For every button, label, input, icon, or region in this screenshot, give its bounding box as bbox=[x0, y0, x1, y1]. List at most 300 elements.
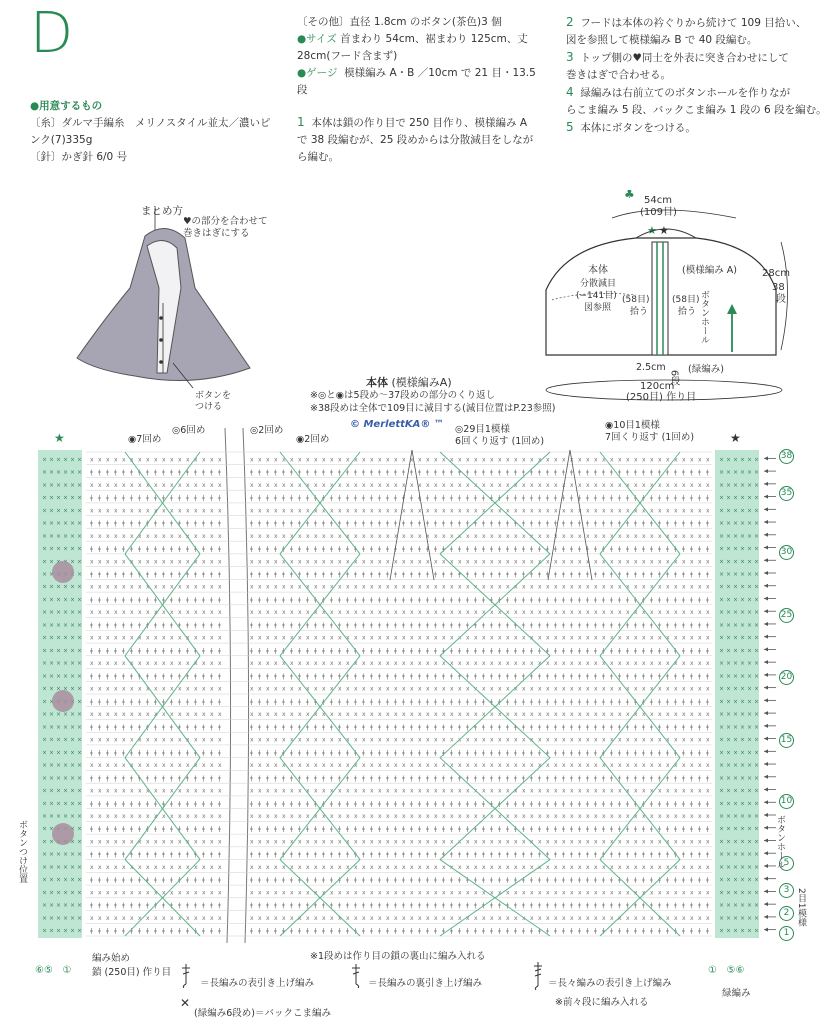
stitch-mark: ǂ bbox=[354, 647, 357, 654]
border-stitch: × bbox=[77, 864, 82, 871]
stitch-mark: ⅹ bbox=[250, 507, 254, 514]
stitch-mark: ǂ bbox=[458, 902, 461, 909]
stitch-mark: ǂ bbox=[178, 851, 181, 858]
stitch-mark: ⅹ bbox=[698, 737, 702, 744]
stitch-mark: ⅹ bbox=[386, 864, 390, 871]
border-stitch: × bbox=[726, 660, 731, 667]
stitch-mark: ǂ bbox=[146, 495, 149, 502]
stitch-mark: ǂ bbox=[122, 800, 125, 807]
stitch-mark: ⅹ bbox=[506, 584, 510, 591]
stitch-mark: ⅹ bbox=[682, 737, 686, 744]
stitch-mark: ⅹ bbox=[610, 864, 614, 871]
height-rows-2: 段 bbox=[776, 293, 786, 305]
stitch-mark: ⅹ bbox=[610, 507, 614, 514]
stitch-mark: ǂ bbox=[114, 673, 117, 680]
stitch-mark: ⅹ bbox=[522, 686, 526, 693]
stitch-mark: ǂ bbox=[450, 622, 453, 629]
stitch-mark: ǂ bbox=[282, 800, 285, 807]
border-stitch: × bbox=[77, 724, 82, 731]
stitch-mark: ǂ bbox=[266, 826, 269, 833]
stitch-mark: ⅹ bbox=[410, 635, 414, 642]
stitch-mark: ǂ bbox=[450, 596, 453, 603]
stitch-mark: ǂ bbox=[522, 673, 525, 680]
stitch-mark: ǂ bbox=[578, 928, 581, 935]
stitch-mark: ⅹ bbox=[506, 635, 510, 642]
stitch-mark: ǂ bbox=[410, 826, 413, 833]
stitch-mark: ǂ bbox=[506, 571, 509, 578]
stitch-mark: ǂ bbox=[106, 928, 109, 935]
stitch-mark: ⅹ bbox=[298, 660, 302, 667]
stitch-mark: ǂ bbox=[530, 749, 533, 756]
stitch-mark: ǂ bbox=[290, 902, 293, 909]
stitch-mark: ⅹ bbox=[530, 737, 534, 744]
stitch-mark: ǂ bbox=[658, 647, 661, 654]
stitch-mark: ⅹ bbox=[290, 788, 294, 795]
step-line: フードは本体の衿ぐりから続けて 109 目拾い、 bbox=[580, 17, 806, 29]
stitch-mark: ǂ bbox=[410, 673, 413, 680]
stitch-mark: ǂ bbox=[154, 596, 157, 603]
stitch-mark: ⅹ bbox=[186, 737, 190, 744]
stitch-mark: ⅹ bbox=[466, 788, 470, 795]
stitch-mark: ǂ bbox=[426, 673, 429, 680]
stitch-mark: ǂ bbox=[498, 647, 501, 654]
stitch-mark: ǂ bbox=[378, 546, 381, 553]
stitch-mark: ⅹ bbox=[506, 660, 510, 667]
stitch-mark: ⅹ bbox=[682, 915, 686, 922]
label-2nd-a: ◎2回め bbox=[250, 422, 283, 439]
stitch-mark: ǂ bbox=[522, 520, 525, 527]
stitch-mark: ⅹ bbox=[346, 533, 350, 540]
border-stitch: × bbox=[733, 864, 738, 871]
stitch-mark: ǂ bbox=[554, 622, 557, 629]
stitch-mark: ǂ bbox=[522, 495, 525, 502]
stitch-mark: ⅹ bbox=[346, 737, 350, 744]
stitch-mark: ǂ bbox=[314, 928, 317, 935]
stitch-mark: ǂ bbox=[650, 902, 653, 909]
button-note-2: つける bbox=[195, 401, 222, 412]
stitch-mark: ⅹ bbox=[538, 635, 542, 642]
border-stitch: × bbox=[726, 507, 731, 514]
stitch-mark: ǂ bbox=[154, 673, 157, 680]
border-stitch: × bbox=[726, 877, 731, 884]
stitch-mark: ⅹ bbox=[90, 507, 94, 514]
border-stitch: × bbox=[70, 660, 75, 667]
stitch-mark: ǂ bbox=[610, 546, 613, 553]
stitch-mark: ⅹ bbox=[250, 915, 254, 922]
border-stitch: × bbox=[740, 584, 745, 591]
stitch-mark: ⅹ bbox=[650, 482, 654, 489]
border-stitch: × bbox=[42, 482, 47, 489]
stitch-mark: ⅹ bbox=[378, 864, 382, 871]
stitch-mark: ⅹ bbox=[178, 609, 182, 616]
border-stitch: × bbox=[42, 788, 47, 795]
stitch-mark: ⅹ bbox=[266, 558, 270, 565]
stitch-mark: ⅹ bbox=[498, 813, 502, 820]
stitch-mark: ǂ bbox=[274, 928, 277, 935]
stitch-mark: ǂ bbox=[586, 495, 589, 502]
stitch-mark: ⅹ bbox=[706, 660, 710, 667]
stitch-mark: ǂ bbox=[170, 877, 173, 884]
stitch-mark: ǂ bbox=[194, 495, 197, 502]
stitch-mark: ǂ bbox=[210, 495, 213, 502]
stitch-mark: ǂ bbox=[546, 596, 549, 603]
row-arrow-head bbox=[764, 609, 768, 613]
stitch-mark: ⅹ bbox=[202, 737, 206, 744]
stitch-mark: ⅹ bbox=[578, 889, 582, 896]
stitch-mark: ǂ bbox=[170, 749, 173, 756]
stitch-mark: ⅹ bbox=[394, 864, 398, 871]
stitch-mark: ⅹ bbox=[122, 507, 126, 514]
stitch-mark: ⅹ bbox=[450, 533, 454, 540]
stitch-mark: ⅹ bbox=[570, 558, 574, 565]
stitch-mark: ⅹ bbox=[122, 915, 126, 922]
stitch-mark: ⅹ bbox=[562, 660, 566, 667]
stitch-mark: ⅹ bbox=[490, 482, 494, 489]
stitch-mark: ǂ bbox=[546, 469, 549, 476]
stitch-mark: ǂ bbox=[626, 673, 629, 680]
stitch-mark: ǂ bbox=[418, 902, 421, 909]
stitch-mark: ǂ bbox=[178, 902, 181, 909]
stitch-mark: ǂ bbox=[578, 622, 581, 629]
stitch-mark: ⅹ bbox=[514, 558, 518, 565]
stitch-mark: ǂ bbox=[666, 622, 669, 629]
stitch-mark: ⅹ bbox=[274, 711, 278, 718]
stitch-mark: ⅹ bbox=[546, 762, 550, 769]
stitch-mark: ǂ bbox=[426, 928, 429, 935]
stitch-mark: ǂ bbox=[362, 647, 365, 654]
border-stitch: × bbox=[77, 495, 82, 502]
stitch-mark: ǂ bbox=[706, 826, 709, 833]
stitch-mark: ⅹ bbox=[146, 507, 150, 514]
stitch-mark: ǂ bbox=[514, 647, 517, 654]
stitch-mark: ǂ bbox=[186, 673, 189, 680]
border-stitch: × bbox=[740, 596, 745, 603]
stitch-mark: ǂ bbox=[634, 877, 637, 884]
stitch-mark: ⅹ bbox=[618, 889, 622, 896]
stitch-mark: ⅹ bbox=[330, 737, 334, 744]
stitch-mark: ǂ bbox=[282, 724, 285, 731]
stitch-mark: ⅹ bbox=[386, 762, 390, 769]
stitch-mark: ⅹ bbox=[666, 609, 670, 616]
stitch-mark: ⅹ bbox=[530, 660, 534, 667]
stitch-mark: ⅹ bbox=[330, 609, 334, 616]
stitch-mark: ǂ bbox=[282, 596, 285, 603]
border-stitch: × bbox=[56, 902, 61, 909]
stitch-mark: ǂ bbox=[666, 520, 669, 527]
stitch-mark: ǂ bbox=[122, 749, 125, 756]
stitch-mark: ⅹ bbox=[418, 635, 422, 642]
stitch-mark: ǂ bbox=[466, 724, 469, 731]
stitch-mark: ǂ bbox=[210, 469, 213, 476]
stitch-mark: ǂ bbox=[258, 647, 261, 654]
border-stitch: × bbox=[56, 622, 61, 629]
stitch-mark: ǂ bbox=[314, 596, 317, 603]
stitch-mark: ǂ bbox=[258, 826, 261, 833]
stitch-mark: ǂ bbox=[426, 826, 429, 833]
stitch-mark: ǂ bbox=[330, 800, 333, 807]
stitch-mark: ⅹ bbox=[458, 838, 462, 845]
stitch-mark: ǂ bbox=[482, 698, 485, 705]
stitch-mark: ǂ bbox=[682, 673, 685, 680]
stitch-mark: ǂ bbox=[194, 647, 197, 654]
border-stitch: × bbox=[63, 711, 68, 718]
stitch-mark: ⅹ bbox=[314, 635, 318, 642]
stitch-mark: ǂ bbox=[578, 520, 581, 527]
stitch-mark: ⅹ bbox=[618, 482, 622, 489]
stitch-mark: ⅹ bbox=[378, 635, 382, 642]
stitch-mark: ⅹ bbox=[522, 584, 526, 591]
stitch-mark: ⅹ bbox=[170, 737, 174, 744]
stitch-mark: ⅹ bbox=[426, 762, 430, 769]
stitch-mark: ⅹ bbox=[570, 584, 574, 591]
stitch-mark: ǂ bbox=[122, 724, 125, 731]
stitch-mark: ǂ bbox=[162, 775, 165, 782]
stitch-mark: ǂ bbox=[498, 495, 501, 502]
size-label: ●サイズ bbox=[297, 33, 337, 45]
stitch-mark: ǂ bbox=[674, 775, 677, 782]
stitch-mark: ǂ bbox=[482, 520, 485, 527]
stitch-mark: ǂ bbox=[386, 495, 389, 502]
stitch-mark: ⅹ bbox=[202, 864, 206, 871]
stitch-mark: ǂ bbox=[394, 647, 397, 654]
stitch-mark: ⅹ bbox=[370, 788, 374, 795]
stitch-mark: ǂ bbox=[682, 495, 685, 502]
stitch-mark: ⅹ bbox=[146, 558, 150, 565]
stitch-mark: ⅹ bbox=[442, 533, 446, 540]
row-arrow-head bbox=[764, 482, 768, 486]
stitch-mark: ⅹ bbox=[554, 711, 558, 718]
border-stitch: × bbox=[77, 788, 82, 795]
stitch-mark: ⅹ bbox=[530, 788, 534, 795]
stitch-mark: ⅹ bbox=[650, 813, 654, 820]
stitch-mark: ⅹ bbox=[450, 813, 454, 820]
stitch-mark: ǂ bbox=[330, 724, 333, 731]
stitch-mark: ⅹ bbox=[162, 584, 166, 591]
stitch-mark: ⅹ bbox=[178, 864, 182, 871]
stitch-mark: ⅹ bbox=[426, 456, 430, 463]
stitch-mark: ⅹ bbox=[514, 482, 518, 489]
border-stitch: × bbox=[754, 686, 759, 693]
stitch-mark: ⅹ bbox=[282, 788, 286, 795]
stitch-mark: ǂ bbox=[506, 673, 509, 680]
stitch-mark: ǂ bbox=[114, 495, 117, 502]
stitch-mark: ⅹ bbox=[706, 686, 710, 693]
stitch-mark: ⅹ bbox=[298, 609, 302, 616]
stitch-mark: ǂ bbox=[618, 596, 621, 603]
border-stitch: × bbox=[70, 889, 75, 896]
stitch-mark: ⅹ bbox=[570, 635, 574, 642]
border-stitch: × bbox=[754, 698, 759, 705]
stitch-mark: ⅹ bbox=[218, 762, 222, 769]
border-stitch: × bbox=[726, 495, 731, 502]
stitch-mark: ⅹ bbox=[418, 558, 422, 565]
stitch-mark: ǂ bbox=[538, 851, 541, 858]
stitch-mark: ǂ bbox=[450, 800, 453, 807]
stitch-mark: ⅹ bbox=[250, 584, 254, 591]
stitch-mark: ǂ bbox=[570, 546, 573, 553]
stitch-mark: ⅹ bbox=[282, 456, 286, 463]
stitch-mark: ǂ bbox=[154, 749, 157, 756]
stitch-mark: ǂ bbox=[178, 724, 181, 731]
stitch-mark: ⅹ bbox=[450, 838, 454, 845]
border-stitch: × bbox=[754, 813, 759, 820]
stitch-mark: ⅹ bbox=[602, 635, 606, 642]
stitch-mark: ǂ bbox=[554, 520, 557, 527]
stitch-mark: ⅹ bbox=[666, 864, 670, 871]
num-6: ⑥ bbox=[735, 965, 744, 976]
stitch-mark: ǂ bbox=[682, 571, 685, 578]
stitch-mark: ǂ bbox=[202, 469, 205, 476]
stitch-mark: ǂ bbox=[498, 851, 501, 858]
border-stitch: × bbox=[733, 838, 738, 845]
stitch-mark: ⅹ bbox=[634, 609, 638, 616]
stitch-mark: ǂ bbox=[434, 647, 437, 654]
stitch-mark: ⅹ bbox=[634, 711, 638, 718]
stitch-mark: ǂ bbox=[282, 469, 285, 476]
stitch-mark: ⅹ bbox=[402, 558, 406, 565]
stitch-mark: ǂ bbox=[690, 902, 693, 909]
stitch-mark: ǂ bbox=[650, 749, 653, 756]
border-stitch: × bbox=[754, 584, 759, 591]
stitch-mark: ǂ bbox=[386, 647, 389, 654]
stitch-mark: ⅹ bbox=[362, 788, 366, 795]
stitch-mark: ǂ bbox=[570, 902, 573, 909]
stitch-mark: ǂ bbox=[506, 775, 509, 782]
stitch-mark: ⅹ bbox=[346, 838, 350, 845]
stitch-mark: ǂ bbox=[250, 546, 253, 553]
stitch-mark: ⅹ bbox=[698, 660, 702, 667]
stitch-mark: ǂ bbox=[290, 826, 293, 833]
stitch-mark: ǂ bbox=[138, 596, 141, 603]
stitch-mark: ǂ bbox=[290, 673, 293, 680]
stitch-mark: ǂ bbox=[146, 902, 149, 909]
stitch-mark: ⅹ bbox=[418, 456, 422, 463]
stitch-mark: ǂ bbox=[178, 596, 181, 603]
stitch-mark: ⅹ bbox=[434, 456, 438, 463]
stitch-mark: ⅹ bbox=[546, 584, 550, 591]
stitch-mark: ⅹ bbox=[218, 635, 222, 642]
stitch-mark: ⅹ bbox=[170, 864, 174, 871]
stitch-mark: ⅹ bbox=[546, 482, 550, 489]
stitch-mark: ǂ bbox=[666, 928, 669, 935]
stitch-mark: ⅹ bbox=[466, 635, 470, 642]
stitch-mark: ǂ bbox=[522, 571, 525, 578]
stitch-mark: ǂ bbox=[690, 622, 693, 629]
stitch-mark: ⅹ bbox=[138, 507, 142, 514]
stitch-mark: ⅹ bbox=[666, 584, 670, 591]
stitch-mark: ⅹ bbox=[194, 838, 198, 845]
border-stitch: × bbox=[42, 838, 47, 845]
stitch-mark: ǂ bbox=[666, 495, 669, 502]
stitch-mark: ⅹ bbox=[482, 533, 486, 540]
section-letter: D bbox=[30, 6, 73, 62]
stitch-mark: ǂ bbox=[674, 851, 677, 858]
stitch-mark: ⅹ bbox=[586, 584, 590, 591]
stitch-mark: ǂ bbox=[90, 749, 93, 756]
stitch-mark: ǂ bbox=[594, 546, 597, 553]
stitch-mark: ǂ bbox=[122, 571, 125, 578]
stitch-mark: ⅹ bbox=[130, 533, 134, 540]
stitch-mark: ǂ bbox=[578, 775, 581, 782]
stitch-mark: ǂ bbox=[130, 724, 133, 731]
stitch-mark: ǂ bbox=[498, 826, 501, 833]
stitch-mark: ǂ bbox=[490, 928, 493, 935]
stitch-mark: ⅹ bbox=[90, 584, 94, 591]
stitch-mark: ⅹ bbox=[386, 711, 390, 718]
stitch-mark: ǂ bbox=[634, 495, 637, 502]
dec-count: (−141目) bbox=[576, 290, 617, 301]
stitch-mark: ⅹ bbox=[258, 813, 262, 820]
stitch-mark: ǂ bbox=[458, 724, 461, 731]
stitch-mark: ǂ bbox=[402, 724, 405, 731]
stitch-mark: ⅹ bbox=[530, 635, 534, 642]
stitch-mark: ǂ bbox=[186, 749, 189, 756]
border-stitch: × bbox=[747, 647, 752, 654]
stitch-mark: ǂ bbox=[554, 469, 557, 476]
border-stitch: × bbox=[747, 482, 752, 489]
stitch-mark: ǂ bbox=[698, 520, 701, 527]
stitch-mark: ǂ bbox=[298, 520, 301, 527]
stitch-mark: ⅹ bbox=[386, 558, 390, 565]
stitch-mark: ⅹ bbox=[602, 482, 606, 489]
stitch-mark: ⅹ bbox=[322, 558, 326, 565]
stitch-mark: ǂ bbox=[202, 775, 205, 782]
stitch-mark: ⅹ bbox=[114, 558, 118, 565]
stitch-mark: ǂ bbox=[402, 928, 405, 935]
stitch-mark: ǂ bbox=[594, 928, 597, 935]
stitch-mark: ǂ bbox=[490, 596, 493, 603]
border-stitch: × bbox=[63, 660, 68, 667]
stitch-mark: ǂ bbox=[698, 596, 701, 603]
stitch-mark: ǂ bbox=[106, 724, 109, 731]
stitch-mark: ǂ bbox=[554, 647, 557, 654]
stitch-mark: ⅹ bbox=[298, 788, 302, 795]
border-stitch: × bbox=[63, 928, 68, 935]
border-stitch: × bbox=[56, 469, 61, 476]
stitch-mark: ǂ bbox=[202, 546, 205, 553]
stitch-mark: ǂ bbox=[170, 775, 173, 782]
right-vertical-label: ボタンホール bbox=[774, 815, 787, 869]
stitch-mark: ǂ bbox=[410, 928, 413, 935]
stitch-mark: ⅹ bbox=[682, 686, 686, 693]
border-stitch: × bbox=[754, 647, 759, 654]
stitch-mark: ⅹ bbox=[690, 915, 694, 922]
border-stitch: × bbox=[56, 762, 61, 769]
stitch-mark: ǂ bbox=[210, 877, 213, 884]
stitch-mark: ǂ bbox=[690, 877, 693, 884]
stitch-mark: ǂ bbox=[306, 724, 309, 731]
stitch-mark: ǂ bbox=[570, 800, 573, 807]
stitch-mark: ⅹ bbox=[706, 482, 710, 489]
stitch-mark: ǂ bbox=[634, 800, 637, 807]
stitch-mark: ⅹ bbox=[458, 813, 462, 820]
stitch-mark: ⅹ bbox=[370, 711, 374, 718]
stitch-mark: ǂ bbox=[498, 520, 501, 527]
arrow-head bbox=[727, 304, 737, 314]
border-stitch: × bbox=[49, 838, 54, 845]
border-stitch: × bbox=[70, 469, 75, 476]
step-line: トップ側の♥同士を外表に突き合わせにして bbox=[580, 52, 789, 64]
stitch-mark: ⅹ bbox=[106, 889, 110, 896]
stitch-mark: ǂ bbox=[674, 469, 677, 476]
border-stitch: × bbox=[42, 826, 47, 833]
stitch-mark: ⅹ bbox=[418, 584, 422, 591]
stitch-mark: ⅹ bbox=[426, 711, 430, 718]
stitch-mark: ⅹ bbox=[202, 533, 206, 540]
stitch-mark: ⅹ bbox=[146, 635, 150, 642]
border-stitch: × bbox=[63, 877, 68, 884]
stitch-mark: ǂ bbox=[458, 749, 461, 756]
